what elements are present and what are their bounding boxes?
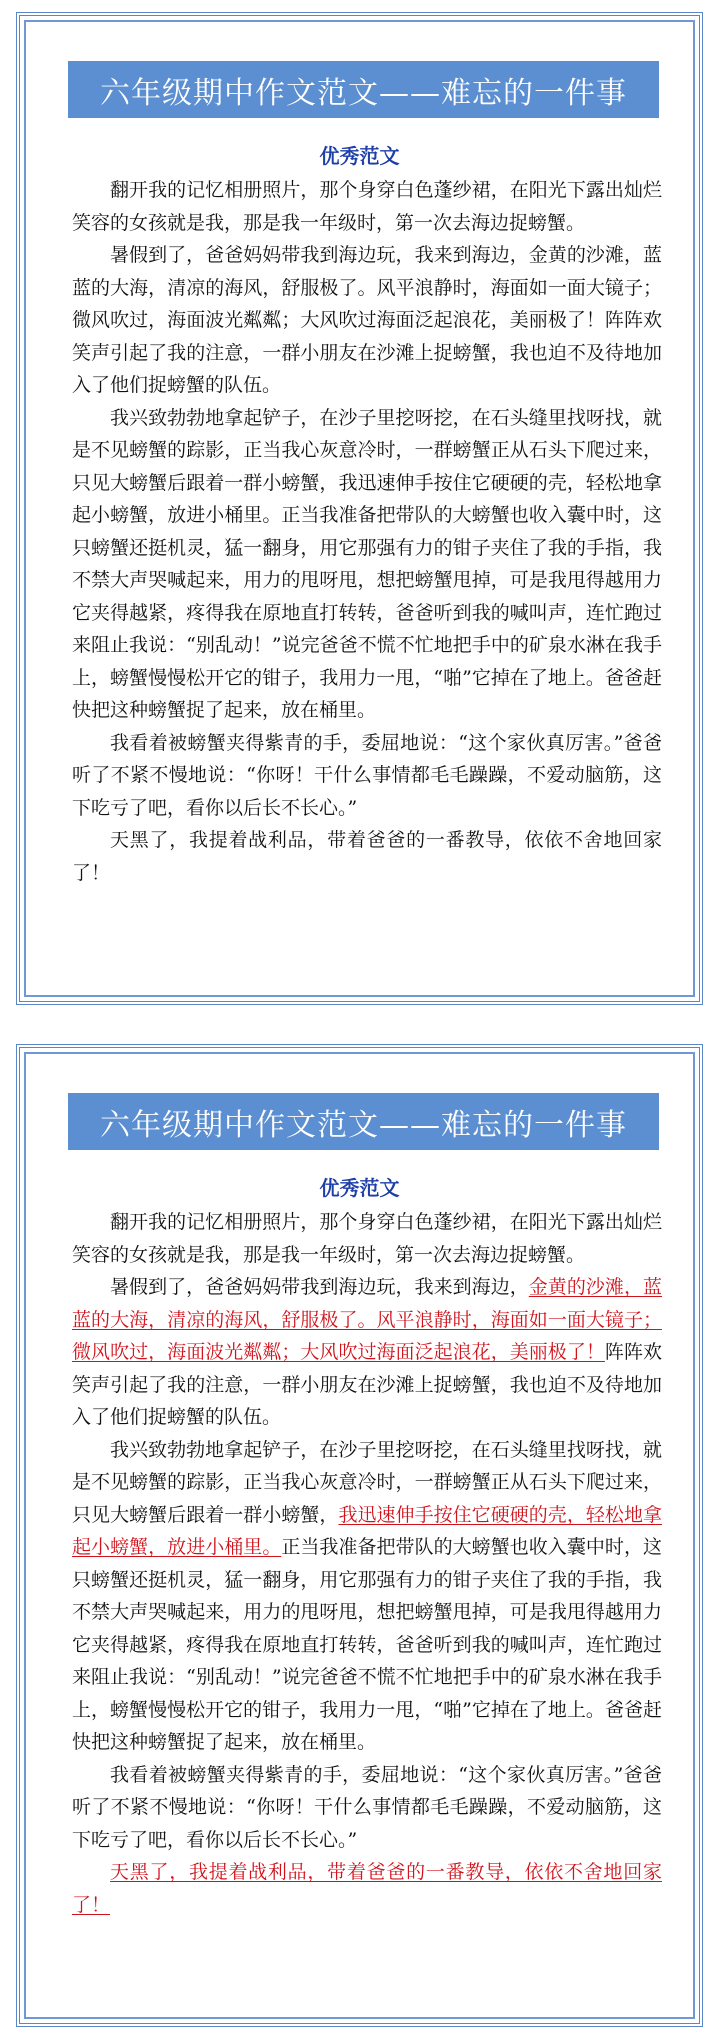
essay-subtitle: 优秀范文	[319, 144, 400, 168]
paragraph-1: 翻开我的记忆相册照片，那个身穿白色蓬纱裙，在阳光下露出灿烂笑容的女孩就是我，那是我一年级时，第一次去海边捉螃蟹。	[72, 1211, 662, 1266]
highlighted-sentence: 金黄的沙滩，蓝蓝的大海，清凉的海风，舒服极了。风平浪静时，海面如一面大镜子；微风吹过，海面波光粼粼；大风吹过海面泛起浪花，美丽极了！	[72, 1276, 662, 1363]
paragraph-4: 我看着被螃蟹夹得紫青的手，委屈地说：“这个家伙真厉害。”爸爸听了不紧不慢地说：“你呀！干什么事情都毛毛躁躁，不爱动脑筋，这下吃亏了吧，看你以后长不长心。”	[72, 1763, 662, 1851]
paragraph-2: 暑假到了，爸爸妈妈带我到海边玩，我来到海边，金黄的沙滩，蓝蓝的大海，清凉的海风，舒服极了。风平浪静时，海面如一面大镜子；微风吹过，海面波光粼粼；大风吹过海面泛起浪花，美丽极了！阵阵欢笑声引起了我的注意，一群小朋友在沙滩上捉螃蟹，我也迫不及待地加入了他们捉螃蟹的队伍。	[72, 1276, 662, 1428]
essay-title: 六年级期中作文范文——难忘的一件事	[68, 61, 659, 118]
essay-card-1	[16, 12, 703, 1005]
paragraph-5	[72, 1856, 662, 1921]
paragraph-4: 我看着被螃蟹夹得紫青的手，委屈地说：“这个家伙真厉害。”爸爸听了不紧不慢地说：“你呀！干什么事情都毛毛躁躁，不爱动脑筋，这下吃亏了吧，看你以后长不长心。”	[72, 731, 662, 819]
essay-body	[72, 1206, 662, 1921]
essay-card-2	[16, 1044, 703, 2027]
highlighted-sentence: 我迅速伸手按住它硬硬的壳，轻松地拿起小螃蟹，放进小桶里。	[72, 1503, 662, 1558]
paragraph-5: 天黑了，我提着战利品，带着爸爸的一番教导，依依不舍地回家了！	[72, 829, 662, 884]
paragraph-3: 我兴致勃勃地拿起铲子，在沙子里挖呀挖，在石头缝里找呀找，就是不见螃蟹的踪影，正当我心灰意冷时，一群螃蟹正从石头下爬过来，只见大螃蟹后跟着一群小螃蟹，我迅速伸手按住它硬硬的壳，轻松地拿起小螃蟹，放进小桶里。正当我准备把带队的大螃蟹也收入囊中时，这只螃蟹还挺机灵，猛一翻身，用它那强有力的钳子夹住了我的手指，我不禁大声哭喊起来，用力的甩呀甩，想把螃蟹甩掉，可是我甩得越用力它夹得越紧，疼得我在原地直打转转，爸爸听到我的喊叫声，连忙跑过来阻止我说：“别乱动！”说完爸爸不慌不忙地把手中的矿泉水淋在我手上，螃蟹慢慢松开它的钳子，我用力一甩，“啪”它掉在了地上。爸爸赶快把这种螃蟹捉了起来，放在桶里。	[72, 1438, 662, 1753]
highlighted-sentence: 天黑了，我提着战利品，带着爸爸的一番教导，依依不舍地回家了！	[72, 1861, 662, 1916]
essay-subtitle: 优秀范文	[319, 1176, 400, 1200]
paragraph-2: 暑假到了，爸爸妈妈带我到海边玩，我来到海边，金黄的沙滩，蓝蓝的大海，清凉的海风，舒服极了。风平浪静时，海面如一面大镜子；微风吹过，海面波光粼粼；大风吹过海面泛起浪花，美丽极了！阵阵欢笑声引起了我的注意，一群小朋友在沙滩上捉螃蟹，我也迫不及待地加入了他们捉螃蟹的队伍。	[72, 244, 662, 396]
paragraph-3: 我兴致勃勃地拿起铲子，在沙子里挖呀挖，在石头缝里找呀找，就是不见螃蟹的踪影，正当我心灰意冷时，一群螃蟹正从石头下爬过来，只见大螃蟹后跟着一群小螃蟹，我迅速伸手按住它硬硬的壳，轻松地拿起小螃蟹，放进小桶里。正当我准备把带队的大螃蟹也收入囊中时，这只螃蟹还挺机灵，猛一翻身，用它那强有力的钳子夹住了我的手指，我不禁大声哭喊起来，用力的甩呀甩，想把螃蟹甩掉，可是我甩得越用力它夹得越紧，疼得我在原地直打转转，爸爸听到我的喊叫声，连忙跑过来阻止我说：“别乱动！”说完爸爸不慌不忙地把手中的矿泉水淋在我手上，螃蟹慢慢松开它的钳子，我用力一甩，“啪”它掉在了地上。爸爸赶快把这种螃蟹捉了起来，放在桶里。	[72, 406, 662, 721]
paragraph-1: 翻开我的记忆相册照片，那个身穿白色蓬纱裙，在阳光下露出灿烂笑容的女孩就是我，那是我一年级时，第一次去海边捉螃蟹。	[72, 179, 662, 234]
essay-body	[72, 174, 662, 889]
essay-title: 六年级期中作文范文——难忘的一件事	[68, 1093, 659, 1150]
